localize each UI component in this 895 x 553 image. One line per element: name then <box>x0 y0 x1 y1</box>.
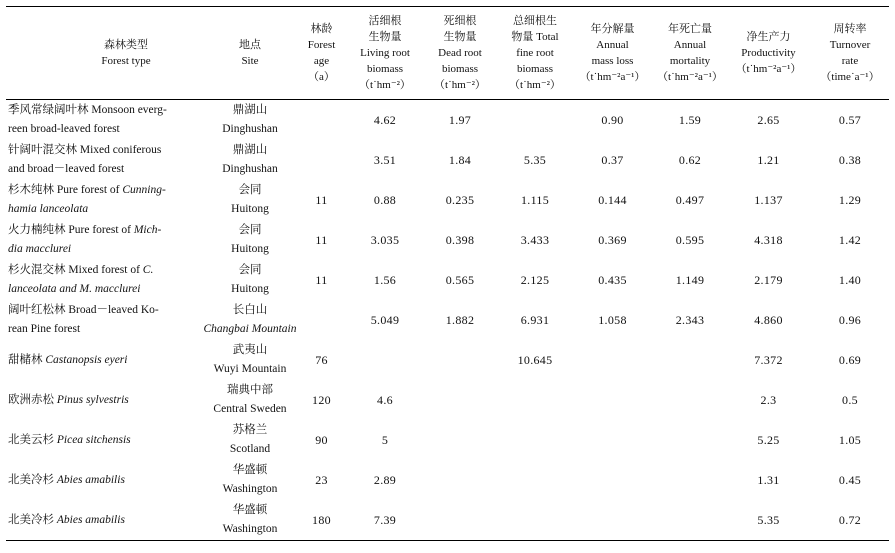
table-row <box>6 460 889 500</box>
cell-mort <box>654 180 726 220</box>
cell-type-line: 杉火混交林 Mixed forest of C. <box>8 264 154 276</box>
cell-mort <box>654 100 726 140</box>
header-total-line: fine root <box>516 47 554 59</box>
cell-mort-value: 0.497 <box>675 193 705 207</box>
header-age <box>294 7 349 99</box>
header-prod-line: Productivity <box>741 47 796 59</box>
cell-turn-value: 0.38 <box>838 153 862 167</box>
cell-mort <box>654 300 726 340</box>
cell-live-value: 5.049 <box>370 313 400 327</box>
cell-live <box>349 340 421 380</box>
cell-mort <box>654 420 726 460</box>
cell-age <box>294 420 349 460</box>
cell-site <box>206 500 294 540</box>
header-prod <box>726 7 811 99</box>
cell-loss <box>571 340 654 380</box>
header-dead-line: 死细根 <box>443 15 477 27</box>
cell-total-value: 10.645 <box>517 353 553 367</box>
cell-type <box>6 500 208 540</box>
cell-prod <box>726 140 811 180</box>
cell-mort <box>654 220 726 260</box>
cell-prod-value: 2.3 <box>760 393 777 407</box>
cell-live <box>349 500 421 540</box>
header-site-line: 地点 <box>239 39 261 51</box>
table-row <box>6 180 889 220</box>
header-dead-line: Dead root <box>438 47 482 59</box>
header-type-line: 森林类型 <box>104 39 148 51</box>
cell-site <box>206 140 294 180</box>
header-loss <box>571 7 654 99</box>
cell-dead <box>421 380 499 420</box>
cell-prod <box>726 420 811 460</box>
cell-age-value: 76 <box>315 353 328 367</box>
cell-age-value: 23 <box>315 473 328 487</box>
cell-dead <box>421 500 499 540</box>
cell-site <box>206 260 294 300</box>
cell-live <box>349 140 421 180</box>
cell-prod-value: 5.25 <box>757 433 780 447</box>
cell-age-value: 120 <box>312 393 331 407</box>
header-turn-line: Turnover <box>829 39 871 51</box>
cell-site <box>206 380 294 420</box>
cell-turn-value: 1.40 <box>838 273 862 287</box>
header-prod-line: 净生产力 <box>746 31 791 43</box>
cell-site-line: 长白山 <box>232 304 268 316</box>
cell-site <box>203 300 297 340</box>
cell-site <box>206 340 294 380</box>
cell-prod <box>726 340 811 380</box>
cell-dead <box>421 180 499 220</box>
cell-site-line: Wuyi Mountain <box>213 363 287 375</box>
cell-turn-value: 0.57 <box>838 113 862 127</box>
cell-loss <box>571 300 654 340</box>
cell-age <box>294 460 349 500</box>
cell-type <box>6 100 208 140</box>
cell-age <box>294 300 349 340</box>
cell-type-line: 杉木纯林 Pure forest of Cunning- <box>8 184 166 196</box>
cell-loss <box>571 500 654 540</box>
header-site <box>206 7 294 99</box>
header-total-line: 物量 Total <box>511 31 559 43</box>
header-type-line: Forest type <box>101 55 151 67</box>
cell-total <box>499 100 571 140</box>
table-row <box>6 300 889 340</box>
header-turn <box>811 7 889 99</box>
cell-loss-value: 0.144 <box>598 193 627 207</box>
cell-prod <box>726 460 811 500</box>
table-body <box>6 100 889 540</box>
cell-turn <box>811 140 889 180</box>
cell-live-value: 7.39 <box>373 513 397 527</box>
cell-age <box>294 220 349 260</box>
cell-type-line: reen broad-leaved forest <box>8 123 120 135</box>
cell-type-line: 北美冷杉 Abies amabilis <box>8 473 125 486</box>
cell-site-line: 武夷山 <box>232 344 268 356</box>
cell-site <box>206 420 294 460</box>
cell-type <box>6 140 208 180</box>
cell-turn-value: 0.96 <box>838 313 862 327</box>
cell-turn <box>811 500 889 540</box>
header-total-line: 总细根生 <box>513 15 557 27</box>
cell-total <box>499 260 571 300</box>
cell-age <box>294 260 349 300</box>
cell-loss <box>571 100 654 140</box>
cell-dead <box>421 300 499 340</box>
cell-age-value: 180 <box>312 513 331 527</box>
cell-site <box>206 100 294 140</box>
cell-dead-value: 1.97 <box>448 113 472 127</box>
cell-age <box>294 140 349 180</box>
cell-dead-value: 0.398 <box>445 233 475 247</box>
cell-mort <box>654 140 726 180</box>
header-age-line: Forest <box>307 39 336 51</box>
cell-mort-value: 0.595 <box>675 233 705 247</box>
cell-site-line: Dinghushan <box>222 163 278 175</box>
header-total-line: （t˙hm⁻²） <box>509 79 561 91</box>
cell-turn-value: 0.5 <box>842 393 858 407</box>
cell-prod-value: 4.318 <box>754 233 783 247</box>
cell-age-value: 11 <box>315 273 328 287</box>
cell-type <box>6 420 208 460</box>
cell-total <box>499 220 571 260</box>
cell-type <box>6 340 208 380</box>
cell-type <box>6 380 208 420</box>
cell-loss <box>571 260 654 300</box>
cell-age <box>294 100 349 140</box>
cell-total-value: 6.931 <box>520 313 550 327</box>
cell-total <box>499 380 571 420</box>
cell-site-line: 苏格兰 <box>232 424 268 436</box>
cell-site-line: 华盛顿 <box>232 504 268 516</box>
cell-turn-value: 0.72 <box>838 513 862 527</box>
cell-live <box>349 260 421 300</box>
header-loss-line: （t˙hm⁻²a⁻¹） <box>579 71 646 83</box>
cell-total <box>499 460 571 500</box>
cell-total <box>499 420 571 460</box>
cell-turn <box>811 260 889 300</box>
cell-loss-value: 0.90 <box>601 113 624 127</box>
cell-dead <box>421 140 499 180</box>
table-row <box>6 260 889 300</box>
header-dead-line: 生物量 <box>443 31 477 43</box>
cell-dead <box>421 260 499 300</box>
cell-live <box>349 460 421 500</box>
cell-live-value: 5 <box>381 433 389 447</box>
cell-site <box>206 180 294 220</box>
cell-loss-value: 0.37 <box>601 153 624 167</box>
cell-type-line: 针阔叶混交林 Mixed coniferous <box>8 144 162 156</box>
cell-prod-value: 1.137 <box>754 193 783 207</box>
cell-turn <box>811 340 889 380</box>
cell-loss <box>571 420 654 460</box>
cell-site-line: 会同 <box>238 184 262 196</box>
cell-live <box>349 420 421 460</box>
cell-loss-value: 0.435 <box>598 273 627 287</box>
cell-age-value: 11 <box>315 193 328 207</box>
cell-mort-value: 1.149 <box>675 273 705 287</box>
cell-mort-value: 1.59 <box>678 113 702 127</box>
cell-live-value: 0.88 <box>373 193 397 207</box>
cell-loss-value: 1.058 <box>598 313 627 327</box>
header-mort-line: Annual <box>673 39 707 51</box>
cell-dead <box>421 100 499 140</box>
cell-loss <box>571 220 654 260</box>
cell-total <box>499 180 571 220</box>
cell-loss <box>571 380 654 420</box>
cell-live-value: 3.51 <box>373 153 397 167</box>
cell-type-line: 阔叶红松林 Broad－leaved Ko- <box>8 304 159 316</box>
cell-live-value: 4.6 <box>377 393 393 407</box>
cell-total <box>499 140 571 180</box>
cell-total-value: 5.35 <box>523 153 547 167</box>
cell-live <box>349 300 421 340</box>
cell-site-line: Dinghushan <box>222 123 278 135</box>
cell-site-line: Huitong <box>231 283 269 295</box>
header-prod-line: （t˙hm⁻²a⁻¹） <box>735 63 802 75</box>
cell-turn <box>811 300 889 340</box>
cell-dead-value: 1.84 <box>448 153 472 167</box>
cell-type-line: 北美云杉 Picea sitchensis <box>8 433 131 446</box>
cell-loss-value: 0.369 <box>598 233 627 247</box>
cell-dead-value: 1.882 <box>445 313 475 327</box>
cell-site-line: 鼎湖山 <box>232 104 268 116</box>
header-turn-line: rate <box>841 55 859 67</box>
header-loss-line: Annual <box>596 39 629 51</box>
cell-prod <box>726 100 811 140</box>
cell-type <box>6 180 208 220</box>
cell-prod <box>726 380 811 420</box>
cell-prod <box>726 180 811 220</box>
header-live-line: （t˙hm⁻²） <box>359 79 411 91</box>
cell-mort <box>654 340 726 380</box>
header-mort-line: mortality <box>669 55 711 67</box>
cell-type-line: 北美冷杉 Abies amabilis <box>8 513 125 526</box>
cell-type <box>6 260 208 300</box>
cell-live-value: 4.62 <box>373 113 397 127</box>
cell-turn-value: 0.45 <box>838 473 862 487</box>
header-live-line: biomass <box>366 63 404 75</box>
table-row <box>6 140 889 180</box>
header-site-line: Site <box>241 55 259 67</box>
cell-age-value: 11 <box>315 233 328 247</box>
cell-site-line: Changbai Mountain <box>203 323 297 335</box>
cell-prod <box>726 500 811 540</box>
cell-site <box>206 460 294 500</box>
header-live-line: Living root <box>360 47 410 59</box>
cell-mort <box>654 260 726 300</box>
cell-site <box>206 220 294 260</box>
cell-type-line: 火力楠纯林 Pure forest of Mich- <box>8 224 162 236</box>
header-dead-line: biomass <box>441 63 479 75</box>
table-row <box>6 500 889 540</box>
header-total <box>499 7 571 99</box>
cell-mort-value: 0.62 <box>678 153 702 167</box>
cell-loss <box>571 140 654 180</box>
header-age-line: 林龄 <box>310 23 333 35</box>
cell-age <box>294 500 349 540</box>
header-mort <box>654 7 726 99</box>
cell-age <box>294 180 349 220</box>
forest-root-table <box>6 6 889 541</box>
table-row <box>6 100 889 140</box>
cell-site-line: Huitong <box>231 203 269 215</box>
cell-prod-value: 7.372 <box>754 353 783 367</box>
cell-dead-value: 0.565 <box>445 273 475 287</box>
cell-type-line: 甜槠林 Castanopsis eyeri <box>8 353 128 366</box>
cell-site-line: Washington <box>222 483 278 495</box>
header-type <box>6 7 206 99</box>
cell-dead <box>421 340 499 380</box>
header-age-line: （a） <box>308 71 335 83</box>
cell-prod <box>726 260 811 300</box>
table-row <box>6 220 889 260</box>
cell-loss <box>571 460 654 500</box>
cell-live-value: 2.89 <box>373 473 397 487</box>
cell-site-line: 会同 <box>238 224 262 236</box>
cell-type-line: dia macclurei <box>8 243 72 255</box>
header-live <box>349 7 421 99</box>
header-live-line: 生物量 <box>368 31 402 43</box>
cell-mort <box>654 460 726 500</box>
cell-live <box>349 380 421 420</box>
cell-site-line: Huitong <box>231 243 269 255</box>
cell-type-line: 欧洲赤松 Pinus sylvestris <box>8 393 129 406</box>
cell-site-line: 鼎湖山 <box>232 144 268 156</box>
cell-mort-value: 2.343 <box>675 313 705 327</box>
cell-type-line: hamia lanceolata <box>8 203 89 215</box>
cell-turn <box>811 380 889 420</box>
cell-dead-value: 0.235 <box>445 193 475 207</box>
cell-type <box>6 300 208 340</box>
cell-type <box>6 220 208 260</box>
cell-total-value: 1.115 <box>520 193 550 207</box>
cell-live-value: 3.035 <box>370 233 400 247</box>
table-header <box>6 7 889 100</box>
cell-site-line: 华盛顿 <box>232 464 268 476</box>
header-live-line: 活细根 <box>368 15 402 27</box>
header-loss-line: 年分解量 <box>590 23 635 35</box>
cell-loss <box>571 180 654 220</box>
cell-type <box>6 460 208 500</box>
cell-site-line: Scotland <box>229 443 271 455</box>
cell-total <box>499 340 571 380</box>
cell-site-line: Washington <box>222 523 278 535</box>
table-row <box>6 380 889 420</box>
cell-prod <box>726 220 811 260</box>
header-dead <box>421 7 499 99</box>
cell-mort <box>654 380 726 420</box>
cell-site-line: 会同 <box>238 264 262 276</box>
cell-live <box>349 100 421 140</box>
cell-total-value: 2.125 <box>520 273 550 287</box>
table-row <box>6 340 889 380</box>
cell-prod-value: 1.21 <box>757 153 780 167</box>
cell-type-line: 季风常绿阔叶林 Monsoon everg- <box>8 104 167 116</box>
cell-prod-value: 2.179 <box>754 273 783 287</box>
cell-total <box>499 300 571 340</box>
cell-type-line: lanceolata and M. macclurei <box>8 283 141 295</box>
header-mort-line: （t˙hm⁻²a⁻¹） <box>657 71 723 83</box>
cell-prod <box>726 300 811 340</box>
cell-type-line: and broad－leaved forest <box>8 163 125 175</box>
cell-age <box>294 340 349 380</box>
cell-turn-value: 1.42 <box>838 233 862 247</box>
cell-type-line: rean Pine forest <box>8 323 81 335</box>
cell-site-line: 瑞典中部 <box>227 384 273 396</box>
cell-turn-value: 0.69 <box>838 353 862 367</box>
cell-turn <box>811 100 889 140</box>
cell-turn-value: 1.05 <box>838 433 862 447</box>
cell-age-value: 90 <box>315 433 328 447</box>
cell-dead <box>421 460 499 500</box>
cell-live <box>349 180 421 220</box>
header-loss-line: mass loss <box>591 55 634 67</box>
cell-age <box>294 380 349 420</box>
cell-turn <box>811 180 889 220</box>
cell-prod-value: 2.65 <box>757 113 780 127</box>
header-dead-line: （t˙hm⁻²） <box>434 79 486 91</box>
cell-prod-value: 4.860 <box>754 313 783 327</box>
cell-prod-value: 5.35 <box>757 513 780 527</box>
cell-live-value: 1.56 <box>373 273 397 287</box>
header-mort-line: 年死亡量 <box>668 23 712 35</box>
cell-prod-value: 1.31 <box>757 473 780 487</box>
cell-dead <box>421 220 499 260</box>
header-age-line: age <box>313 55 330 67</box>
cell-mort <box>654 500 726 540</box>
cell-total-value: 3.433 <box>520 233 550 247</box>
header-total-line: biomass <box>516 63 554 75</box>
cell-turn <box>811 420 889 460</box>
cell-turn-value: 1.29 <box>838 193 862 207</box>
cell-turn <box>811 460 889 500</box>
table-row <box>6 420 889 460</box>
cell-turn <box>811 220 889 260</box>
cell-total <box>499 500 571 540</box>
header-turn-line: 周转率 <box>833 23 867 35</box>
header-turn-line: （time˙a⁻¹） <box>820 71 880 83</box>
cell-live <box>349 220 421 260</box>
cell-site-line: Central Sweden <box>213 403 287 415</box>
cell-dead <box>421 420 499 460</box>
